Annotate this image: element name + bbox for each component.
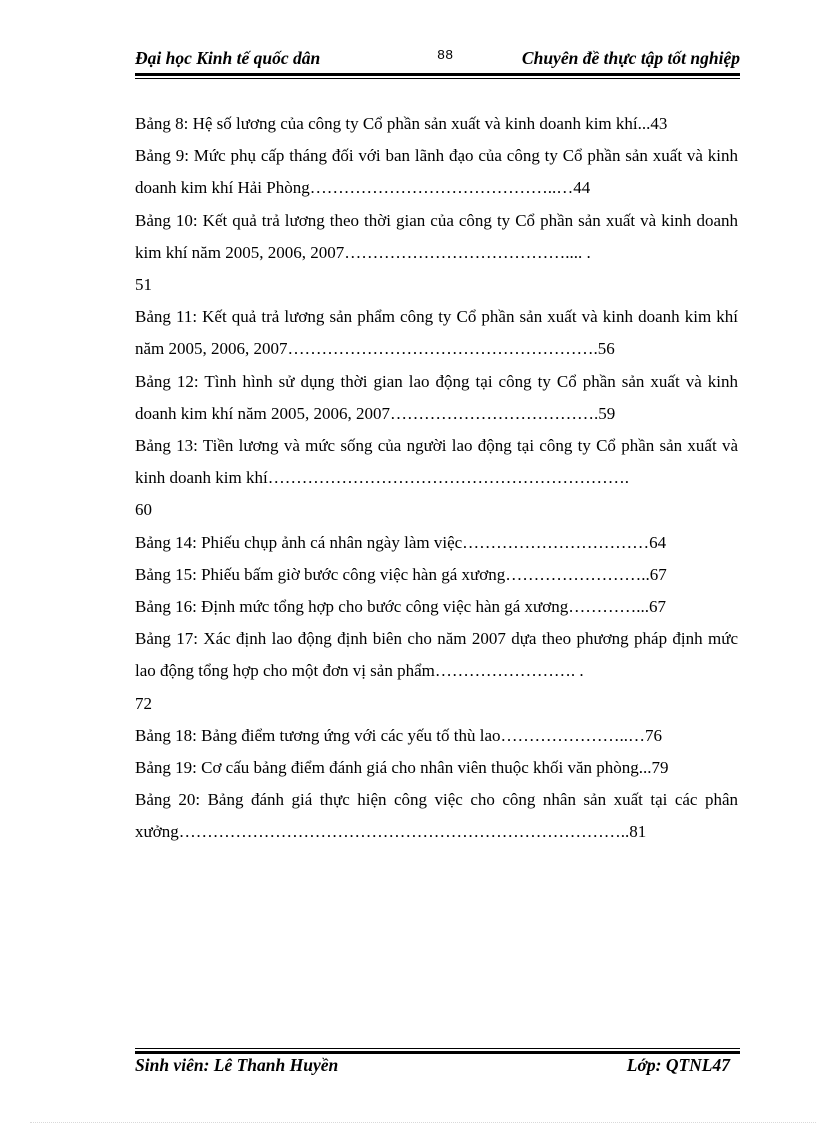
entry-text: Bảng 19: Cơ cấu bảng điểm đánh giá cho nhân viên thuộc khối văn phòng...79 — [135, 758, 669, 778]
entry-text: Bảng 10: Kết quả trả lương theo thời gian của công ty Cổ phần sản xuất và kinh doanh kim khí năm 2005, 2006, 2007………………………………….... . — [135, 210, 738, 262]
list-item — [135, 205, 738, 269]
list-item — [135, 591, 738, 623]
footer-class: Lớp: QTNL47 — [626, 1055, 730, 1075]
entry-text: Bảng 17: Xác định lao động định biên cho năm 2007 dựa theo phương pháp định mức lao động tổng hợp cho một đơn vị sản phẩm……………………. . — [135, 629, 738, 681]
page-footer — [135, 1055, 740, 1079]
list-item — [135, 527, 738, 559]
entry-page-number: 51 — [135, 275, 152, 295]
entry-text: Bảng 11: Kết quả trả lương sản phẩm công ty Cổ phần sản xuất và kinh doanh kim khí năm 2005, 2006, 2007……………………………………………….56 — [135, 307, 738, 359]
footer-rule-thick — [135, 1051, 740, 1054]
table-of-tables — [135, 108, 738, 849]
entry-text: Bảng 15: Phiếu bấm giờ bước công việc hàn gá xương……………………..67 — [135, 564, 667, 584]
list-item — [135, 108, 738, 140]
list-item — [135, 720, 738, 752]
entry-page-number: 72 — [135, 693, 152, 713]
header-university: Đại học Kinh tế quốc dân — [135, 48, 321, 68]
entry-text: Bảng 12: Tình hình sử dụng thời gian lao động tại công ty Cổ phần sản xuất và kinh doanh kim khí năm 2005, 2006, 2007……………………………….59 — [135, 371, 738, 423]
entry-text: Bảng 14: Phiếu chụp ảnh cá nhân ngày làm việc……………………………64 — [135, 532, 667, 552]
list-item — [135, 784, 738, 848]
header-title: Chuyên đề thực tập tốt nghiệp — [521, 48, 740, 68]
list-item — [135, 140, 738, 204]
header-rule-thick — [135, 73, 740, 76]
footer-student: Sinh viên: Lê Thanh Huyền — [135, 1055, 339, 1075]
entry-text: Bảng 18: Bảng điểm tương ứng với các yếu tố thù lao…………………..…76 — [135, 725, 662, 745]
entry-text: Bảng 20: Bảng đánh giá thực hiện công việc cho công nhân sản xuất tại các phân xưởng……………………………………………………………………..81 — [135, 790, 738, 842]
entry-text: Bảng 16: Định mức tổng hợp cho bước công việc hàn gá xương…………...67 — [135, 597, 667, 617]
header-rule-thin — [135, 78, 740, 79]
page-header — [135, 46, 740, 72]
entry-text: Bảng 13: Tiền lương và mức sống của người lao động tại công ty Cổ phần sản xuất và kinh doanh kim khí………………………………………………………. — [135, 436, 738, 488]
entry-text: Bảng 8: Hệ số lương của công ty Cổ phần sản xuất và kinh doanh kim khí...43 — [135, 114, 668, 133]
list-item — [135, 752, 738, 784]
list-item — [135, 623, 738, 687]
list-item — [135, 366, 738, 430]
list-item — [135, 430, 738, 494]
list-item — [135, 301, 738, 365]
footer-rule-thin — [135, 1048, 740, 1049]
page-number: 88 — [437, 49, 454, 64]
list-item — [135, 559, 738, 591]
entry-page-number: 60 — [135, 500, 152, 520]
entry-text: Bảng 9: Mức phụ cấp tháng đối với ban lãnh đạo của công ty Cổ phần sản xuất và kinh doanh kim khí Hải Phòng……………………………………..…44 — [135, 146, 738, 198]
